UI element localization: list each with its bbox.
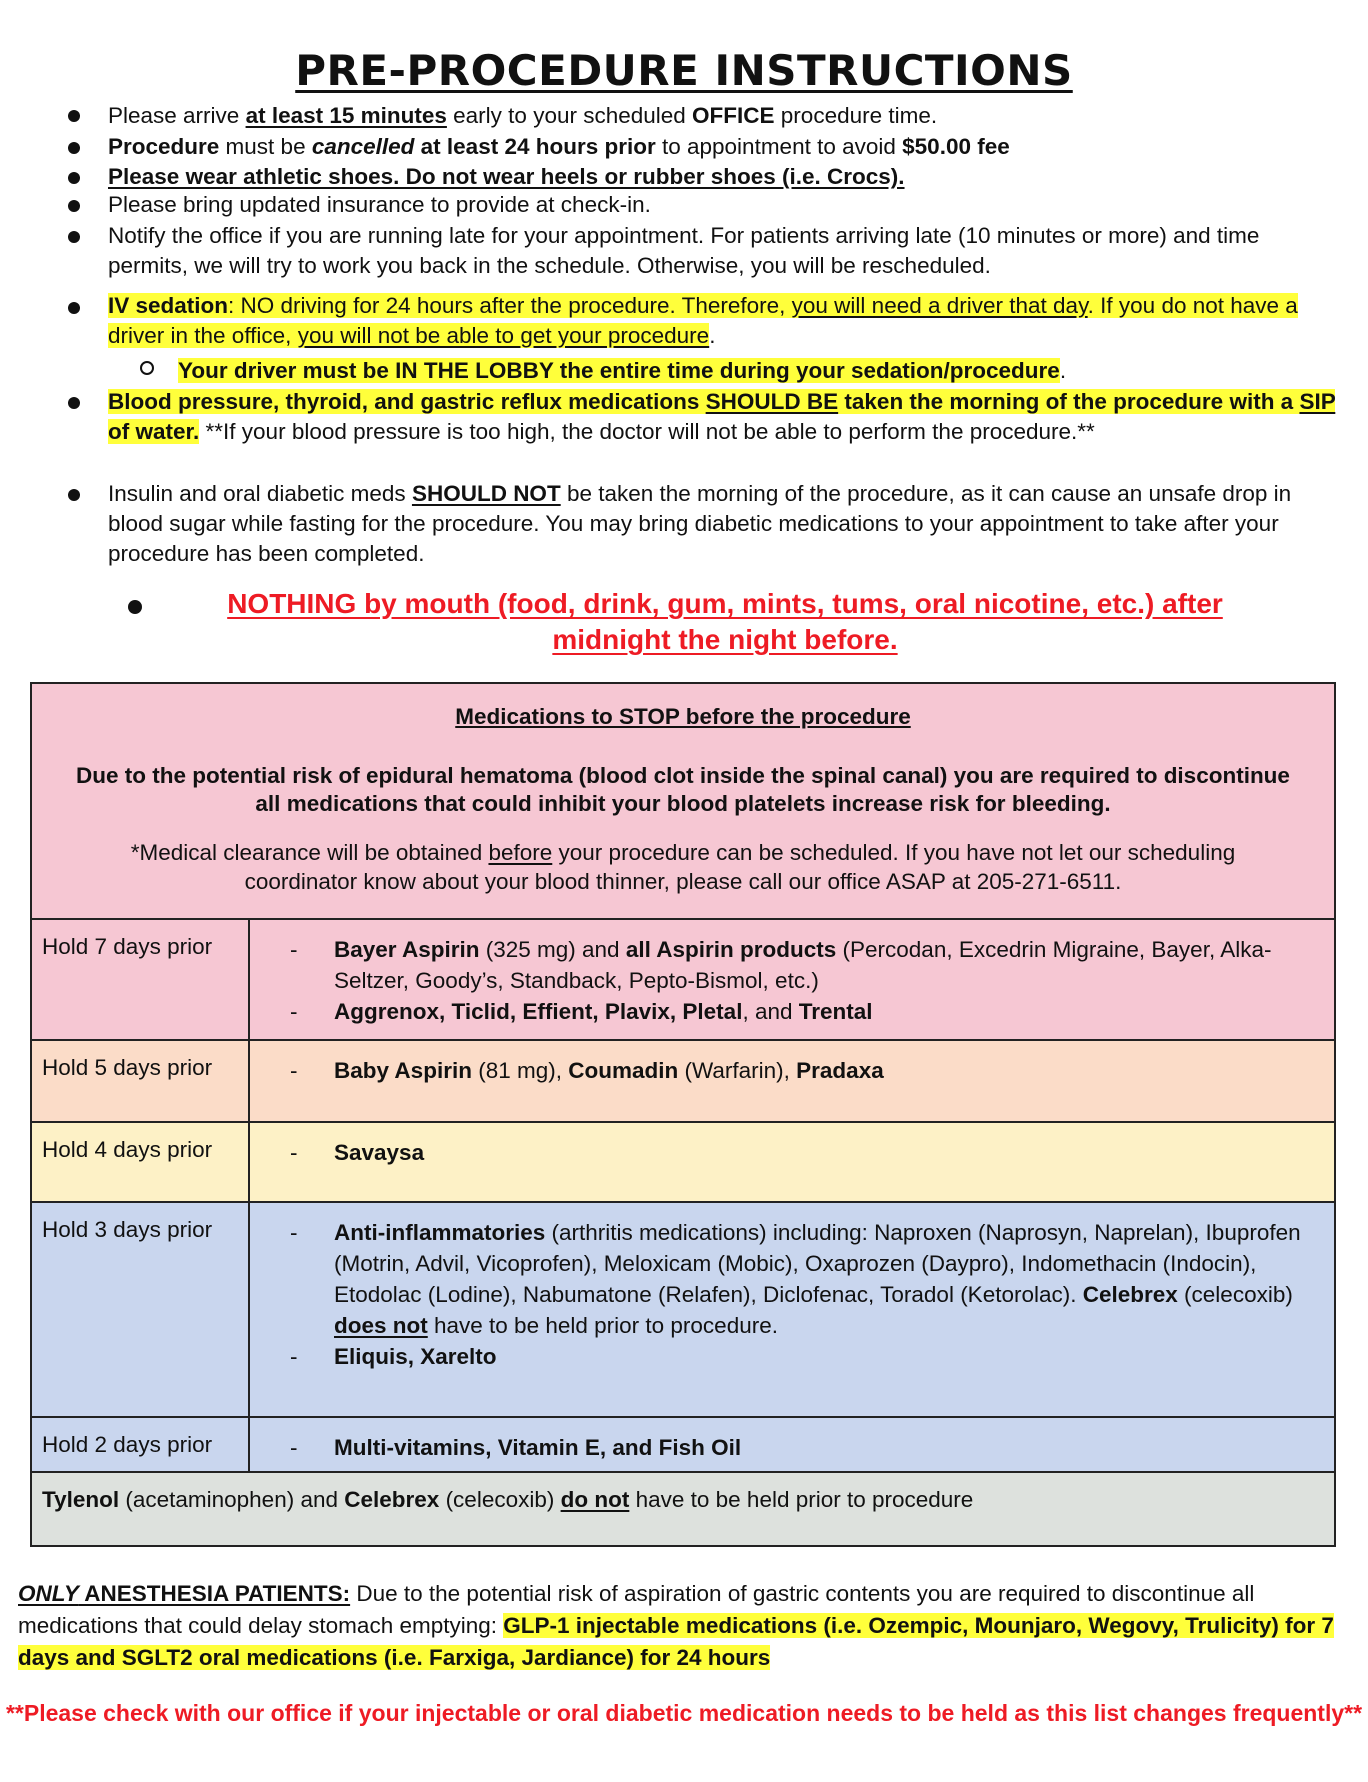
table-row [31, 1122, 1335, 1202]
insulin-instruction: Insulin and oral diabetic meds SHOULD NOT be taken the morning of the procedure, as it can cause an unsafe drop in blood sugar while fasting for the procedure. You may bring diabetic medications to your appointment to take after your procedure has been completed. [108, 481, 1292, 566]
driver-instruction: Your driver must be IN THE LOBBY the entire time during your sedation/procedure. [178, 358, 1067, 383]
bullet-icon [68, 397, 80, 409]
hold-label: Hold 5 days prior [31, 1040, 249, 1122]
bullet-icon [68, 172, 80, 184]
table-title: Medications to STOP before the procedure [455, 704, 911, 729]
risk-statement: Due to the potential risk of epidural hematoma (blood clot inside the spinal canal) you are required to discontinue all medications that could inhibit your blood platelets increase risk for bleeding. [76, 763, 1290, 816]
table-row [31, 1472, 1335, 1546]
table-header [31, 683, 1335, 919]
hold-meds: - Baby Aspirin (81 mg), Coumadin (Warfarin), Pradaxa [249, 1040, 1335, 1122]
nothing-by-mouth-warning: NOTHING by mouth (food, drink, gum, mints, tums, oral nicotine, etc.) after midnight the night before. [227, 588, 1223, 655]
hold-meds: - Savaysa [249, 1122, 1335, 1202]
cancel-instruction: Procedure must be cancelled at least 24 hours prior to appointment to avoid $50.00 fee [108, 134, 1010, 159]
insurance-instruction: Please bring updated insurance to provide at check-in. [108, 192, 651, 217]
hold-label: Hold 4 days prior [31, 1122, 249, 1202]
hold-meds: - Anti-inflammatories (arthritis medications) including: Naproxen (Naprosyn, Naprelan), Ibuprofen (Motrin, Advil, Vicoprofen), Meloxicam (Mobic), Oxaprozen (Daypro), Indomethacin (Indocin), Etodolac (Lodine), Nabumatone (Relafen), Diclofenac, Toradol (Ketorolac). Celebrex (celecoxib) does not have to be held prior to procedure. - Eliquis, Xarelto [249, 1202, 1335, 1417]
bullet-icon [68, 489, 80, 501]
bullet-icon [68, 200, 80, 212]
shoes-instruction: Please wear athletic shoes. Do not wear heels or rubber shoes (i.e. Crocs). [108, 164, 905, 189]
hold-meds: - Multi-vitamins, Vitamin E, and Fish Oil [249, 1417, 1335, 1472]
late-instruction: Notify the office if you are running late for your appointment. For patients arriving late (10 minutes or more) and time permits, we will try to work you back in the schedule. Otherwise, you will be rescheduled. [108, 223, 1260, 278]
hold-label: Hold 3 days prior [31, 1202, 249, 1417]
table-row [31, 1202, 1335, 1417]
sub-bullet-icon [140, 361, 154, 375]
sedation-instruction: IV sedation: NO driving for 24 hours after the procedure. Therefore, you will need a driver that day. If you do not have a driver in the office, you will not be able to get your procedure. [108, 293, 1298, 348]
page-title: PRE-PROCEDURE INSTRUCTIONS [295, 46, 1073, 95]
table-row [31, 1417, 1335, 1472]
bullet-icon [128, 600, 142, 614]
arrive-instruction: Please arrive at least 15 minutes early to your scheduled OFFICE procedure time. [108, 103, 938, 128]
bullet-icon [68, 142, 80, 154]
bullet-icon [68, 110, 80, 122]
bullet-icon [68, 302, 80, 314]
check-office-note: **Please check with our office if your injectable or oral diabetic medication needs to be held as this list changes frequently** [5, 1700, 1363, 1726]
table-row [31, 1040, 1335, 1122]
table-row [31, 919, 1335, 1040]
hold-meds: - Bayer Aspirin (325 mg) and all Aspirin products (Percodan, Excedrin Migraine, Bayer, Alka-Seltzer, Goody’s, Standback, Pepto-Bismol, etc.) - Aggrenox, Ticlid, Effient, Plavix, Pletal, and Trental [249, 919, 1335, 1040]
hold-label: Hold 2 days prior [31, 1417, 249, 1472]
anesthesia-instruction: ONLY ANESTHESIA PATIENTS: Due to the potential risk of aspiration of gastric contents you are required to discontinue all medications that could delay stomach emptying: GLP-1 injectable medications (i.e. Ozempic, Mounjaro, Wegovy, Trulicity) for 7 days and SGLT2 oral medications (i.e. Farxiga, Jardiance) for 24 hours [18, 1581, 1334, 1670]
clearance-statement: *Medical clearance will be obtained before your procedure can be scheduled. If you have not let our scheduling coordinator know about your blood thinner, please call our office ASAP at 205-271-6511. [130, 840, 1236, 894]
medications-stop-table [30, 682, 1336, 1547]
hold-label: Hold 7 days prior [31, 919, 249, 1040]
bp-instruction: Blood pressure, thyroid, and gastric reflux medications SHOULD BE taken the morning of the procedure with a SIP of water. **If your blood pressure is too high, the doctor will not be able to perform the procedure.** [108, 389, 1336, 444]
bullet-icon [68, 231, 80, 243]
tylenol-note: Tylenol (acetaminophen) and Celebrex (celecoxib) do not have to be held prior to procedure [31, 1472, 1335, 1546]
